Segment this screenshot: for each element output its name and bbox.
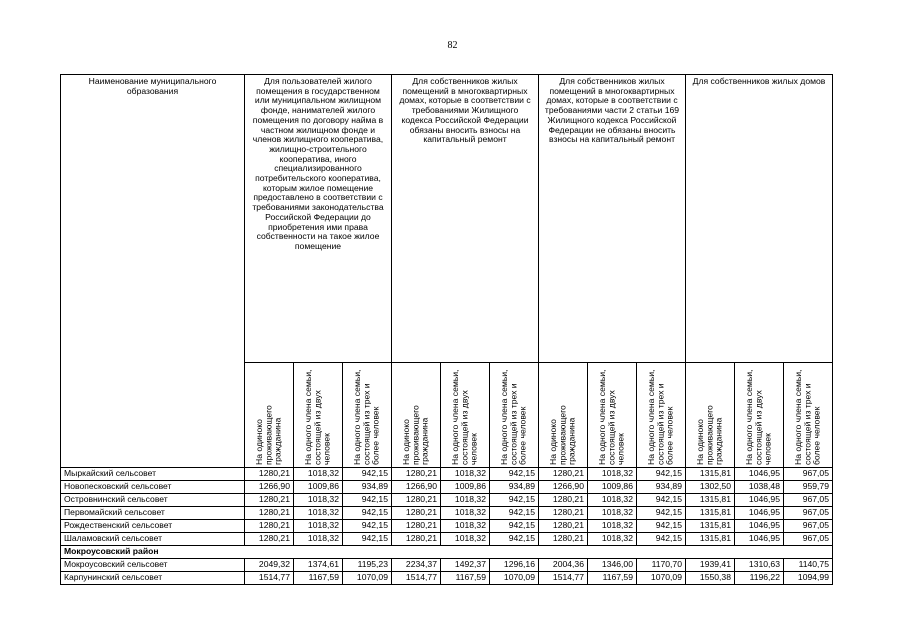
value-cell: 1018,32 bbox=[294, 533, 343, 546]
value-cell: 1018,32 bbox=[441, 468, 490, 481]
table-row bbox=[61, 507, 833, 520]
value-cell: 1280,21 bbox=[539, 533, 588, 546]
value-cell: 967,05 bbox=[784, 494, 833, 507]
value-cell: 1018,32 bbox=[588, 468, 637, 481]
municipality-name: Шаламовский сельсовет bbox=[61, 533, 245, 546]
value-cell: 1046,95 bbox=[735, 520, 784, 533]
value-cell: 942,15 bbox=[343, 533, 392, 546]
value-cell: 1018,32 bbox=[441, 533, 490, 546]
value-cell: 1280,21 bbox=[392, 533, 441, 546]
value-cell: 1939,41 bbox=[686, 559, 735, 572]
subheader-three-plus bbox=[490, 363, 539, 468]
value-cell: 1280,21 bbox=[392, 494, 441, 507]
value-cell: 1280,21 bbox=[539, 468, 588, 481]
subheader-two-person bbox=[588, 363, 637, 468]
municipality-name: Новопесковский сельсовет bbox=[61, 481, 245, 494]
value-cell: 1038,48 bbox=[735, 481, 784, 494]
value-cell: 942,15 bbox=[637, 533, 686, 546]
subheader-label: На одного члена семьи, состоящей из трех и более человек bbox=[646, 369, 675, 465]
municipality-name: Островнинский сельсовет bbox=[61, 494, 245, 507]
value-cell: 1550,38 bbox=[686, 572, 735, 585]
value-cell: 1046,95 bbox=[735, 533, 784, 546]
value-cell: 1280,21 bbox=[392, 468, 441, 481]
subheader-single bbox=[245, 363, 294, 468]
value-cell: 1167,59 bbox=[441, 572, 490, 585]
value-cell: 1514,77 bbox=[392, 572, 441, 585]
value-cell: 1280,21 bbox=[245, 507, 294, 520]
municipality-name: Мыркайский сельсовет bbox=[61, 468, 245, 481]
value-cell: 1315,81 bbox=[686, 520, 735, 533]
value-cell: 1018,32 bbox=[294, 520, 343, 533]
subheader-label: На одиноко проживающего гражданина bbox=[254, 405, 283, 465]
table-row bbox=[61, 559, 833, 572]
header-group-owners-obliged: Для собственников жилых помещений в многоквартирных домах, которые в соответствии с требованиями Жилищного кодекса Российской Федерации обязаны вносить взносы на капитальный ремонт bbox=[392, 75, 539, 363]
value-cell: 934,89 bbox=[637, 481, 686, 494]
value-cell: 1018,32 bbox=[588, 520, 637, 533]
value-cell: 1070,09 bbox=[490, 572, 539, 585]
subheader-three-plus bbox=[637, 363, 686, 468]
value-cell: 1280,21 bbox=[539, 494, 588, 507]
value-cell: 1140,75 bbox=[784, 559, 833, 572]
table-body bbox=[61, 468, 833, 585]
subheader-two-person bbox=[735, 363, 784, 468]
value-cell: 1167,59 bbox=[294, 572, 343, 585]
value-cell: 1280,21 bbox=[539, 520, 588, 533]
municipality-name: Первомайский сельсовет bbox=[61, 507, 245, 520]
header-group-owners-not-obliged: Для собственников жилых помещений в многоквартирных домах, которые в соответствии с требованиями части 2 статьи 169 Жилищного кодекса Российской Федерации не обязаны вносить взносы на капитальный ремонт bbox=[539, 75, 686, 363]
subheader-single bbox=[392, 363, 441, 468]
table-row bbox=[61, 572, 833, 585]
value-cell: 1196,22 bbox=[735, 572, 784, 585]
value-cell: 942,15 bbox=[490, 494, 539, 507]
table-row bbox=[61, 533, 833, 546]
subheader-label: На одиноко проживающего гражданина bbox=[548, 405, 577, 465]
value-cell: 1315,81 bbox=[686, 533, 735, 546]
value-cell: 934,89 bbox=[490, 481, 539, 494]
subheader-label: На одиноко проживающего гражданина bbox=[401, 405, 430, 465]
value-cell: 1374,61 bbox=[294, 559, 343, 572]
subheader-single bbox=[539, 363, 588, 468]
subheader-label: На одного члена семьи, состоящей из двух человек bbox=[744, 369, 773, 465]
value-cell: 1315,81 bbox=[686, 468, 735, 481]
value-cell: 1315,81 bbox=[686, 507, 735, 520]
value-cell: 1094,99 bbox=[784, 572, 833, 585]
subheader-three-plus bbox=[343, 363, 392, 468]
value-cell: 967,05 bbox=[784, 533, 833, 546]
value-cell: 1195,23 bbox=[343, 559, 392, 572]
value-cell: 1018,32 bbox=[588, 507, 637, 520]
value-cell: 1280,21 bbox=[392, 507, 441, 520]
value-cell: 1266,90 bbox=[539, 481, 588, 494]
value-cell: 967,05 bbox=[784, 520, 833, 533]
value-cell: 942,15 bbox=[490, 520, 539, 533]
value-cell: 2049,32 bbox=[245, 559, 294, 572]
subheader-label: На одиноко проживающего гражданина bbox=[695, 405, 724, 465]
value-cell: 1310,63 bbox=[735, 559, 784, 572]
value-cell: 1018,32 bbox=[294, 494, 343, 507]
district-row bbox=[61, 546, 833, 559]
value-cell: 1018,32 bbox=[588, 533, 637, 546]
value-cell: 1018,32 bbox=[294, 468, 343, 481]
value-cell: 942,15 bbox=[637, 494, 686, 507]
value-cell: 1266,90 bbox=[245, 481, 294, 494]
subheader-label: На одного члена семьи, состоящей из двух человек bbox=[450, 369, 479, 465]
value-cell: 934,89 bbox=[343, 481, 392, 494]
value-cell: 1018,32 bbox=[441, 507, 490, 520]
value-cell: 1018,32 bbox=[441, 520, 490, 533]
subheader-two-person bbox=[441, 363, 490, 468]
value-cell: 1070,09 bbox=[343, 572, 392, 585]
value-cell: 1167,59 bbox=[588, 572, 637, 585]
subheader-three-plus bbox=[784, 363, 833, 468]
subheader-label: На одного члена семьи, состоящей из трех и более человек bbox=[499, 369, 528, 465]
value-cell: 1302,50 bbox=[686, 481, 735, 494]
value-cell: 942,15 bbox=[637, 468, 686, 481]
header-group-users: Для пользователей жилого помещения в государственном или муниципальном жилищном фонде, нанимателей жилого помещения по договору найма в частном жилищном фонде и членов жилищного кооператива, жилищно-строительного кооператива, иного специализированного потребительского кооператива, которым жилое помещение предоставлено в соответствии с требованиями законодательства Российской Федерации до приобретения ими права собственности на такое жилое помещение bbox=[245, 75, 392, 363]
value-cell: 959,79 bbox=[784, 481, 833, 494]
value-cell: 942,15 bbox=[490, 507, 539, 520]
value-cell: 1280,21 bbox=[245, 533, 294, 546]
municipality-name: Мокроусовский сельсовет bbox=[61, 559, 245, 572]
value-cell: 1280,21 bbox=[539, 507, 588, 520]
value-cell: 942,15 bbox=[490, 468, 539, 481]
value-cell: 942,15 bbox=[637, 520, 686, 533]
table-row bbox=[61, 494, 833, 507]
value-cell: 942,15 bbox=[490, 533, 539, 546]
value-cell: 1018,32 bbox=[588, 494, 637, 507]
value-cell: 1018,32 bbox=[441, 494, 490, 507]
value-cell: 1009,86 bbox=[588, 481, 637, 494]
value-cell: 967,05 bbox=[784, 468, 833, 481]
value-cell: 1009,86 bbox=[441, 481, 490, 494]
page-number: 82 bbox=[447, 40, 458, 51]
value-cell: 1070,09 bbox=[637, 572, 686, 585]
value-cell: 1266,90 bbox=[392, 481, 441, 494]
municipality-name: Карпунинский сельсовет bbox=[61, 572, 245, 585]
value-cell: 1018,32 bbox=[294, 507, 343, 520]
district-name: Мокроусовский район bbox=[61, 546, 833, 559]
subheader-label: На одного члена семьи, состоящей из трех и более человек bbox=[793, 369, 822, 465]
value-cell: 1346,00 bbox=[588, 559, 637, 572]
value-cell: 942,15 bbox=[343, 520, 392, 533]
value-cell: 967,05 bbox=[784, 507, 833, 520]
subheader-label: На одного члена семьи, состоящей из двух человек bbox=[597, 369, 626, 465]
subheader-label: На одного члена семьи, состоящей из двух человек bbox=[303, 369, 332, 465]
value-cell: 942,15 bbox=[637, 507, 686, 520]
value-cell: 1046,95 bbox=[735, 494, 784, 507]
value-cell: 942,15 bbox=[343, 468, 392, 481]
value-cell: 2234,37 bbox=[392, 559, 441, 572]
header-municipality: Наименование муниципального образования bbox=[61, 75, 245, 468]
value-cell: 1009,86 bbox=[294, 481, 343, 494]
value-cell: 1280,21 bbox=[245, 494, 294, 507]
value-cell: 1280,21 bbox=[245, 520, 294, 533]
tariff-table bbox=[60, 74, 833, 585]
municipality-name: Рождественский сельсовет bbox=[61, 520, 245, 533]
subheader-label: На одного члена семьи, состоящей из трех и более человек bbox=[352, 369, 381, 465]
value-cell: 1514,77 bbox=[245, 572, 294, 585]
value-cell: 942,15 bbox=[343, 494, 392, 507]
subheader-two-person bbox=[294, 363, 343, 468]
value-cell: 1046,95 bbox=[735, 468, 784, 481]
value-cell: 1492,37 bbox=[441, 559, 490, 572]
value-cell: 1280,21 bbox=[392, 520, 441, 533]
value-cell: 1046,95 bbox=[735, 507, 784, 520]
value-cell: 1315,81 bbox=[686, 494, 735, 507]
value-cell: 942,15 bbox=[343, 507, 392, 520]
value-cell: 1280,21 bbox=[245, 468, 294, 481]
table-row bbox=[61, 468, 833, 481]
value-cell: 1296,16 bbox=[490, 559, 539, 572]
subheader-single bbox=[686, 363, 735, 468]
value-cell: 1514,77 bbox=[539, 572, 588, 585]
value-cell: 1170,70 bbox=[637, 559, 686, 572]
table-row bbox=[61, 481, 833, 494]
header-group-house-owners: Для собственников жилых домов bbox=[686, 75, 833, 363]
value-cell: 2004,36 bbox=[539, 559, 588, 572]
table-row bbox=[61, 520, 833, 533]
